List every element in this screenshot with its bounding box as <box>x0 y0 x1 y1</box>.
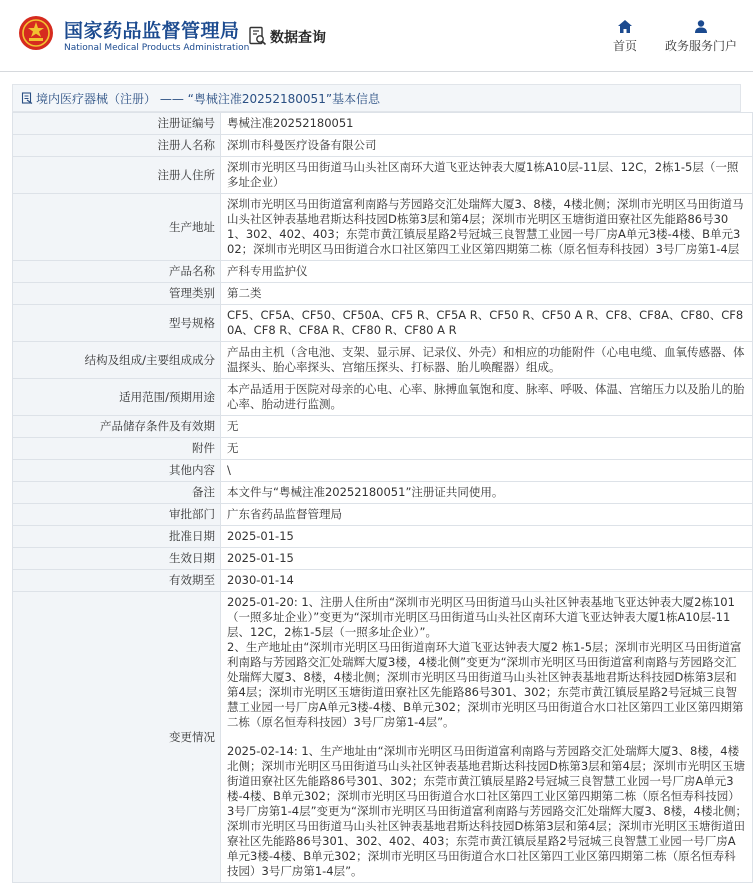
field-value: 深圳市光明区马田街道富利南路与芳园路交汇处瑞辉大厦3、8楼，4楼北侧；深圳市光明区马田街道马山头社区钟表基地君斯达科技园D栋第3层和第4层；深圳市光明区玉塘街道田寮社区先能路86号301、302、402、403；东莞市黄江镇辰星路2号冠城三良智慧工业园一号厂房A单元3楼-4楼、B单元302；深圳市光明区马田街道合水口社区第四工业区第四期第二栋（原名恒寿科技园）3号厂房第1-4层 <box>221 194 753 261</box>
field-value: 2025-01-15 <box>221 526 753 548</box>
field-value: 无 <box>221 438 753 460</box>
table-row <box>13 283 753 305</box>
field-label: 审批部门 <box>13 504 221 526</box>
site-header <box>0 0 753 72</box>
field-label: 适用范围/预期用途 <box>13 379 221 416</box>
field-value: 第二类 <box>221 283 753 305</box>
field-label: 产品名称 <box>13 261 221 283</box>
breadcrumb-text: 境内医疗器械（注册） —— “粤械注准20252180051”基本信息 <box>36 91 381 106</box>
nav-home-label: 首页 <box>612 39 637 53</box>
field-value: 产科专用监护仪 <box>221 261 753 283</box>
field-value: CF5、CF5A、CF50、CF50A、CF5 R、CF5A R、CF50 R、CF50 A R、CF8、CF8A、CF80、CF80A、CF8 R、CF8A R、CF80 R、CF80 A R <box>221 305 753 342</box>
field-label: 产品储存条件及有效期 <box>13 416 221 438</box>
site-title[interactable]: 国家药品监督管理局 <box>64 20 240 42</box>
field-value: 2030-01-14 <box>221 570 753 592</box>
table-row <box>13 305 753 342</box>
field-label: 批准日期 <box>13 526 221 548</box>
change-entry: 2025-02-14: 1、生产地址由“深圳市光明区马田街道富利南路与芳园路交汇处瑞辉大厦3、8楼，4楼北侧；深圳市光明区马田街道马山头社区钟表基地君斯达科技园D栋第3层和第4层；深圳市光明区玉塘街道田寮社区先能路86号301、302；东莞市黄江镇辰星路2号冠城三良智慧工业园一号厂房A单元3楼-4楼、B单元302；深圳市光明区马田街道合水口社区第四工业区第四期第二栋（原名恒寿科技园）3号厂房第1-4层”变更为“深圳市光明区马田街道富利南路与芳园路交汇处瑞辉大厦3、8楼，4楼北侧；深圳市光明区马田街道马山头社区钟表基地君斯达科技园D栋第3层和第4层；深圳市光明区玉塘街道田寮社区先能路86号301、302、402、403；东莞市黄江镇辰星路2号冠城三良智慧工业园一号厂房A单元3楼-4楼、B单元302；深圳市光明区马田街道合水口社区第四工业区第四期第二栋（原名恒寿科技园）3号厂房第1-4层”。 <box>227 744 747 878</box>
field-value: 粤械注准20252180051 <box>221 113 753 135</box>
nav-gov-service[interactable] <box>660 20 742 54</box>
field-value: 广东省药品监督管理局 <box>221 504 753 526</box>
field-label: 变更情况 <box>13 592 221 883</box>
field-label: 其他内容 <box>13 460 221 482</box>
field-label: 注册人住所 <box>13 157 221 194</box>
table-row <box>13 482 753 504</box>
table-row-change-history <box>13 592 753 883</box>
field-value: 2025-01-15 <box>221 548 753 570</box>
field-label: 管理类别 <box>13 283 221 305</box>
field-label: 备注 <box>13 482 221 504</box>
nav-home[interactable] <box>607 20 643 54</box>
field-label: 附件 <box>13 438 221 460</box>
field-label: 生效日期 <box>13 548 221 570</box>
change-entry: 2025-01-20: 1、注册人住所由“深圳市光明区马田街道马山头社区钟表基地飞亚达钟表大厦2栋101（一照多址企业）”变更为“深圳市光明区马田街道马山头社区南环大道飞亚达钟表大厦1栋A10层-11层、12C，2栋1-5层（一照多址企业）”。 2、生产地址由“深圳市光明区马田街道南环大道飞亚达钟表大厦2 栋1-5层；深圳市光明区马田街道富利南路与芳园路交汇处瑞辉大厦3楼，4楼北侧”变更为“深圳市光明区马田街道富利南路与芳园路交汇处瑞辉大厦3、8楼，4楼北侧；深圳市光明区马田街道马山头社区钟表基地君斯达科技园D栋第3层和第4层；深圳市光明区玉塘街道田寮社区先能路86号301、302；东莞市黄江镇辰星路2号冠城三良智慧工业园一号厂房A单元3楼-4楼、B单元302；深圳市光明区马田街道合水口社区第四工业区第四期第二栋（原名恒寿科技园）3号厂房第1-4层”。 <box>227 595 744 729</box>
table-row <box>13 460 753 482</box>
home-icon <box>618 20 632 33</box>
field-value: 本文件与“粤械注准20252180051”注册证共同使用。 <box>221 482 753 504</box>
table-row <box>13 504 753 526</box>
field-value: 深圳市光明区马田街道马山头社区南环大道飞亚达钟表大厦1栋A10层-11层、12C，2栋1-5层（一照多址企业） <box>221 157 753 194</box>
table-row <box>13 135 753 157</box>
field-label: 型号规格 <box>13 305 221 342</box>
field-value: \ <box>221 460 753 482</box>
user-icon <box>694 20 708 33</box>
document-icon <box>21 92 33 104</box>
nav-gov-service-label: 政务服务门户 <box>664 39 737 53</box>
document-search-icon <box>248 26 268 46</box>
breadcrumb <box>12 84 741 112</box>
table-row <box>13 379 753 416</box>
table-row <box>13 570 753 592</box>
device-info-table <box>12 112 753 883</box>
field-value: 本产品适用于医院对母亲的心电、心率、脉搏血氧饱和度、脉率、呼吸、体温、宫缩压力以及胎儿的胎心率、胎动进行监测。 <box>221 379 753 416</box>
field-label: 有效期至 <box>13 570 221 592</box>
site-subtitle: National Medical Products Administration <box>64 43 250 53</box>
table-row <box>13 438 753 460</box>
field-label: 生产地址 <box>13 194 221 261</box>
entry-gap <box>227 730 747 744</box>
table-row <box>13 194 753 261</box>
table-row <box>13 548 753 570</box>
table-row <box>13 416 753 438</box>
table-row <box>13 526 753 548</box>
field-value: 深圳市科曼医疗设备有限公司 <box>221 135 753 157</box>
national-emblem-icon[interactable] <box>18 15 54 51</box>
table-row <box>13 113 753 135</box>
device-info-body <box>13 113 753 883</box>
data-query-link[interactable]: 数据查询 <box>270 30 326 46</box>
table-row <box>13 342 753 379</box>
field-label: 结构及组成/主要组成成分 <box>13 342 221 379</box>
field-value: 产品由主机（含电池、支架、显示屏、记录仪、外壳）和相应的功能附件（心电电缆、血氧传感器、体温探头、胎心率探头、宫缩压探头、打标器、胎儿唤醒器）组成。 <box>221 342 753 379</box>
change-history-value <box>221 592 753 883</box>
field-label: 注册证编号 <box>13 113 221 135</box>
table-row <box>13 261 753 283</box>
table-row <box>13 157 753 194</box>
field-label: 注册人名称 <box>13 135 221 157</box>
field-value: 无 <box>221 416 753 438</box>
